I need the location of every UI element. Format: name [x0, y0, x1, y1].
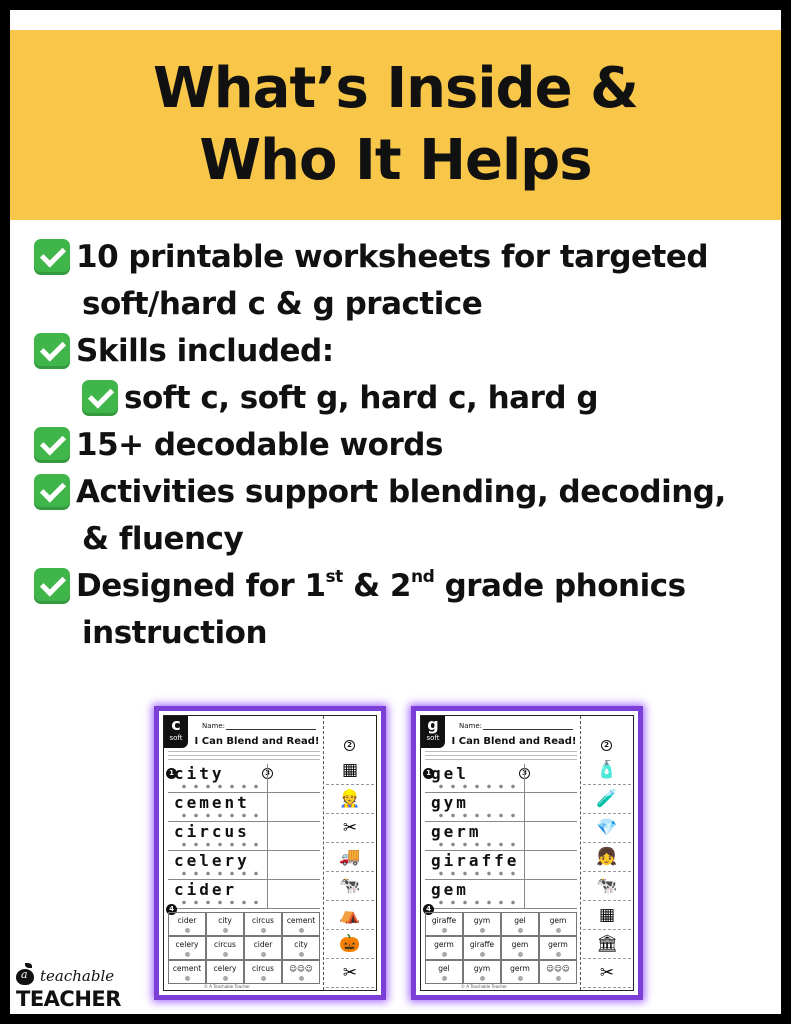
- worksheet-main: [164, 716, 324, 990]
- dot-icon: [518, 928, 523, 933]
- grid-word: ☺☺☺: [289, 964, 313, 973]
- bullet-continuation: soft/hard c & g practice: [82, 286, 483, 322]
- dot-icon: [185, 952, 190, 957]
- grid-cell: [501, 936, 539, 960]
- name-label: Name:: [459, 722, 483, 730]
- directions-text: [168, 751, 320, 761]
- dot-icon: [299, 928, 304, 933]
- step-number: 4: [166, 904, 177, 915]
- worksheet-preview-g: [411, 706, 643, 1000]
- grid-cell: [206, 912, 244, 936]
- bullet-skills: [34, 328, 774, 375]
- dot-icon: [556, 976, 561, 981]
- product-page: [10, 10, 781, 1014]
- title-line-2: Who It Helps: [199, 128, 592, 193]
- bullet-text: 15+ decodable words: [76, 427, 443, 463]
- bullet-text: [76, 563, 686, 610]
- grid-cell: [425, 936, 463, 960]
- decodable-word: [168, 793, 268, 821]
- picture-column: [326, 756, 374, 988]
- decodable-word: [168, 764, 268, 792]
- word-text: cider: [174, 880, 238, 899]
- dot-icon: [261, 928, 266, 933]
- checkmark-icon: [34, 568, 70, 604]
- step-number: 4: [423, 904, 434, 915]
- dot-icon: [480, 976, 485, 981]
- bullet-text: Skills included:: [76, 333, 334, 369]
- picture-icon: 👷: [326, 785, 374, 814]
- bullet-activities: [34, 469, 774, 516]
- dot-icon: [223, 976, 228, 981]
- word-row: [425, 822, 577, 851]
- grid-cell: [463, 960, 501, 984]
- feature-list: [34, 234, 774, 657]
- dot-icon: [442, 952, 447, 957]
- grid-cell: [501, 912, 539, 936]
- sound-dots: [435, 871, 515, 876]
- sound-dots: [435, 784, 515, 789]
- grid-word: ☺☺☺: [546, 964, 570, 973]
- dot-icon: [518, 952, 523, 957]
- grid-cell: [168, 936, 206, 960]
- bullet-text-part: & 2: [342, 568, 411, 604]
- sound-dots: [178, 871, 258, 876]
- tab-tag: soft: [169, 734, 183, 742]
- grid-word: germ: [510, 964, 530, 973]
- word-text: germ: [431, 822, 482, 841]
- word-row: [425, 880, 577, 909]
- grid-word: gym: [473, 916, 491, 925]
- picture-icon: ▦: [326, 756, 374, 785]
- grid-word: gem: [549, 916, 567, 925]
- dot-icon: [223, 928, 228, 933]
- decodable-word: [425, 851, 525, 879]
- dot-icon: [480, 928, 485, 933]
- grid-word: circus: [252, 964, 274, 973]
- word-text: gem: [431, 880, 469, 899]
- picture-icon: 🚚: [326, 843, 374, 872]
- grid-word: celery: [213, 964, 237, 973]
- word-row: [425, 764, 577, 793]
- sound-dots: [178, 842, 258, 847]
- step-number: 1: [166, 768, 177, 779]
- grid-word: celery: [175, 940, 199, 949]
- checkmark-icon: [34, 474, 70, 510]
- decodable-word: [168, 822, 268, 850]
- worksheet-footer: © A Teachable Teacher: [461, 984, 508, 989]
- grid-cell: [463, 912, 501, 936]
- sound-dots: [435, 900, 515, 905]
- picture-icon: ⛺: [326, 901, 374, 930]
- dot-icon: [480, 952, 485, 957]
- step-number: 2: [601, 740, 612, 751]
- ordinal-sup: nd: [411, 567, 435, 587]
- grid-word: cement: [286, 916, 316, 925]
- grid-word: gel: [438, 964, 450, 973]
- decodable-word: [168, 880, 268, 908]
- picture-icon: 🧴: [583, 756, 631, 785]
- grid-cell: [282, 912, 320, 936]
- sound-dots: [435, 842, 515, 847]
- grid-word: circus: [214, 940, 236, 949]
- sound-dots: [178, 900, 258, 905]
- grid-cell: [463, 936, 501, 960]
- tab-letter: g: [427, 715, 439, 734]
- bullet-text-part: Designed for 1: [76, 568, 326, 604]
- grid-cell: [168, 912, 206, 936]
- checkmark-icon: [82, 380, 118, 416]
- grid-word: circus: [252, 916, 274, 925]
- grid-cell: [539, 936, 577, 960]
- grid-word: germ: [548, 940, 568, 949]
- dot-icon: [556, 952, 561, 957]
- bullet-text: Activities support blending, decoding,: [76, 474, 726, 510]
- dot-icon: [185, 928, 190, 933]
- step-number: 2: [344, 740, 355, 751]
- grid-cell: [244, 912, 282, 936]
- decodable-word: [425, 822, 525, 850]
- logo-bottom-text: TEACHER: [16, 987, 121, 1011]
- bullet-text-part: grade phonics: [434, 568, 686, 604]
- grid-cell: [539, 960, 577, 984]
- checkmark-icon: [34, 239, 70, 275]
- letter-tab: [421, 716, 445, 748]
- fluency-grid: [425, 912, 577, 984]
- ordinal-sup: st: [325, 567, 343, 587]
- picture-icon: ✂: [583, 959, 631, 988]
- letter-tab: [164, 716, 188, 748]
- word-row: [168, 851, 320, 880]
- grid-cell: [206, 960, 244, 984]
- bullet-continuation: instruction: [82, 615, 268, 651]
- bullet-continuation: & fluency: [82, 521, 244, 557]
- grid-word: cement: [172, 964, 202, 973]
- checkmark-icon: [34, 427, 70, 463]
- logo-top-text: teachable: [40, 967, 115, 985]
- word-text: city: [174, 764, 225, 783]
- grid-cell: [501, 960, 539, 984]
- grid-word: gym: [473, 964, 491, 973]
- word-row: [425, 793, 577, 822]
- grid-cell: [282, 960, 320, 984]
- step-number: 3: [262, 768, 273, 779]
- sound-dots: [435, 813, 515, 818]
- name-label: Name:: [202, 722, 226, 730]
- word-row: [168, 880, 320, 909]
- decodable-word: [425, 880, 525, 908]
- picture-icon: ▦: [583, 901, 631, 930]
- grid-cell: [244, 936, 282, 960]
- picture-icon: 🎃: [326, 930, 374, 959]
- cut-out-pictures: [581, 716, 633, 990]
- grid-word: gel: [514, 916, 526, 925]
- title-banner: [10, 30, 781, 220]
- brand-logo: [14, 965, 124, 1013]
- dot-icon: [442, 928, 447, 933]
- dot-icon: [556, 928, 561, 933]
- dot-icon: [223, 952, 228, 957]
- apple-icon: [16, 969, 34, 985]
- step-number: 1: [423, 768, 434, 779]
- word-list: [168, 764, 320, 909]
- grid-word: cider: [253, 940, 273, 949]
- decodable-word: [425, 764, 525, 792]
- sound-dots: [178, 813, 258, 818]
- sound-dots: [178, 784, 258, 789]
- worksheet-preview-c: [154, 706, 386, 1000]
- word-text: celery: [174, 851, 250, 870]
- bullet-text: 10 printable worksheets for targeted: [76, 239, 709, 275]
- dot-icon: [442, 976, 447, 981]
- dot-icon: [185, 976, 190, 981]
- cut-out-pictures: [324, 716, 376, 990]
- grid-word: city: [218, 916, 232, 925]
- picture-icon: 👧: [583, 843, 631, 872]
- bullet-designed: [34, 563, 774, 610]
- word-text: gym: [431, 793, 469, 812]
- name-line: [226, 729, 316, 730]
- picture-icon: 🏛: [583, 930, 631, 959]
- dot-icon: [261, 976, 266, 981]
- worksheet-page: [420, 715, 634, 991]
- picture-column: [583, 756, 631, 988]
- picture-icon: ✂: [326, 959, 374, 988]
- worksheet-page: [163, 715, 377, 991]
- fluency-grid: [168, 912, 320, 984]
- decodable-word: [168, 851, 268, 879]
- grid-word: giraffe: [469, 940, 495, 949]
- decodable-word: [425, 793, 525, 821]
- word-text: giraffe: [431, 851, 520, 870]
- grid-cell: [206, 936, 244, 960]
- checkmark-icon: [34, 333, 70, 369]
- dot-icon: [299, 976, 304, 981]
- dot-icon: [299, 952, 304, 957]
- grid-word: city: [294, 940, 308, 949]
- picture-icon: 🧪: [583, 785, 631, 814]
- word-row: [168, 793, 320, 822]
- bullet-text: soft c, soft g, hard c, hard g: [124, 380, 599, 416]
- grid-cell: [539, 912, 577, 936]
- bullet-worksheets: [34, 234, 774, 281]
- grid-word: cider: [177, 916, 197, 925]
- grid-word: giraffe: [431, 916, 457, 925]
- dot-icon: [261, 952, 266, 957]
- picture-icon: 🐄: [583, 872, 631, 901]
- worksheet-title: I Can Blend and Read!: [194, 736, 320, 747]
- word-text: cement: [174, 793, 250, 812]
- directions-text: [425, 751, 577, 761]
- dot-icon: [518, 976, 523, 981]
- name-line: [483, 729, 573, 730]
- worksheet-main: [421, 716, 581, 990]
- grid-cell: [244, 960, 282, 984]
- word-row: [425, 851, 577, 880]
- grid-cell: [425, 960, 463, 984]
- grid-word: gem: [511, 940, 529, 949]
- worksheet-footer: © A Teachable Teacher: [204, 984, 251, 989]
- word-text: circus: [174, 822, 250, 841]
- title-line-1: What’s Inside &: [153, 56, 638, 121]
- tab-tag: soft: [426, 734, 440, 742]
- grid-cell: [168, 960, 206, 984]
- picture-icon: 🐄: [326, 872, 374, 901]
- word-list: [425, 764, 577, 909]
- bullet-words: [34, 422, 774, 469]
- bullet-skills-sub: [34, 375, 774, 422]
- worksheet-title: I Can Blend and Read!: [451, 736, 577, 747]
- word-text: gel: [431, 764, 469, 783]
- picture-icon: ✂: [326, 814, 374, 843]
- tab-letter: c: [171, 715, 181, 734]
- grid-cell: [282, 936, 320, 960]
- grid-cell: [425, 912, 463, 936]
- step-number: 3: [519, 768, 530, 779]
- grid-word: germ: [434, 940, 454, 949]
- picture-icon: 💎: [583, 814, 631, 843]
- word-row: [168, 822, 320, 851]
- word-row: [168, 764, 320, 793]
